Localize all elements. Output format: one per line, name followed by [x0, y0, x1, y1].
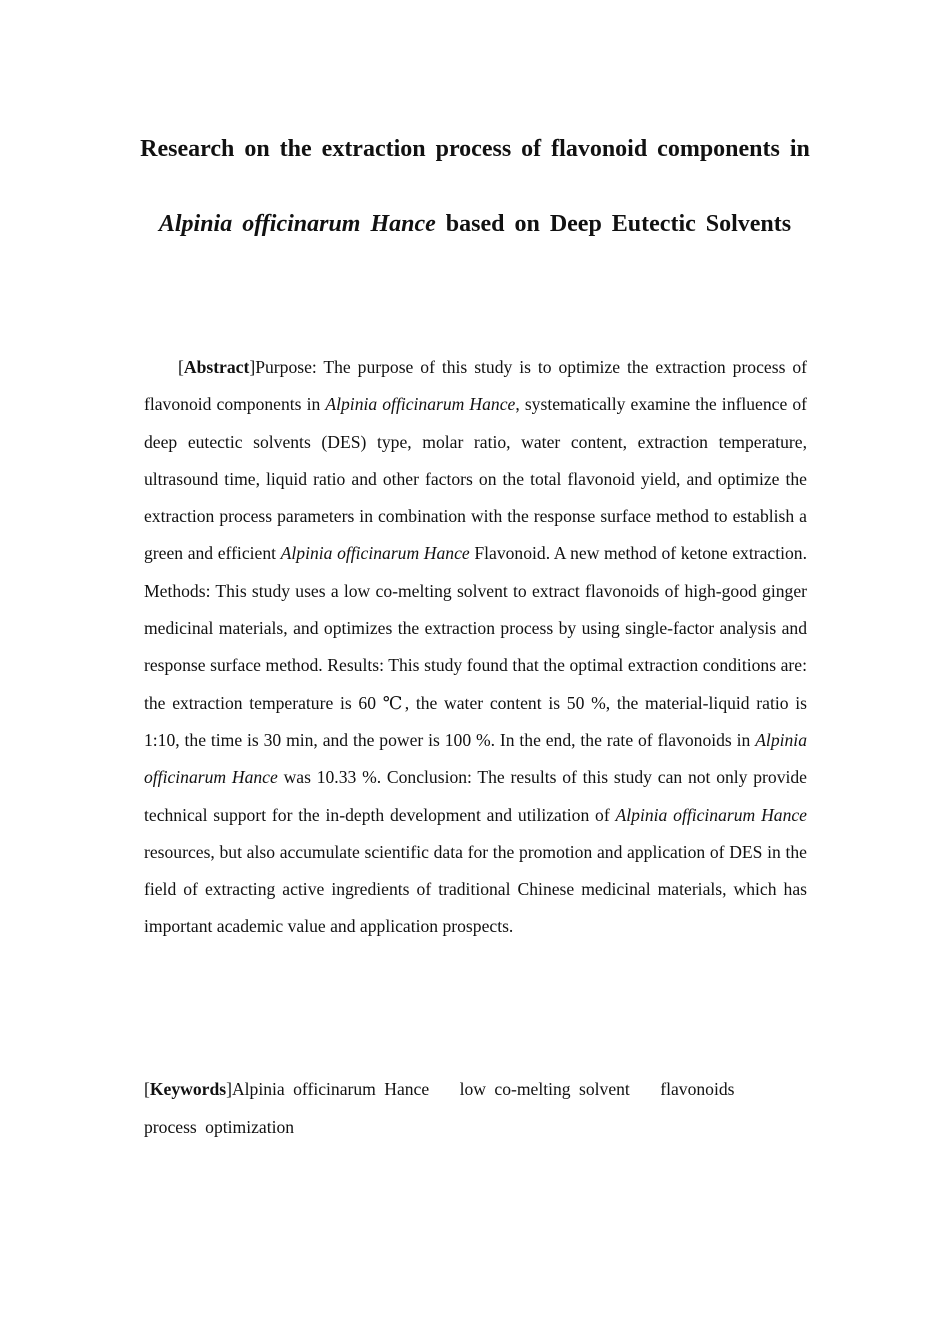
paper-title [120, 112, 830, 261]
abstract-text-3: Flavonoid. A new method of ketone extraction. Methods: This study uses a low co-melting solvent to extract flavonoids of high-good ginger medicinal materials, and optimizes the extraction process by using single-factor analysis and response surface method. Results: This study found that the optimal extraction conditions are: the extraction temperature is 60 ℃, the water content is 50 %, the material-liquid ratio is 1:10, the time is 30 min, and the power is 100 %. In the end, the rate of flavonoids in [144, 543, 807, 750]
keywords-paragraph: [Keywords]Alpinia officinarum Hance low co-melting solvent flavonoids process optimization [144, 1079, 735, 1137]
abstract-species-2: Alpinia officinarum Hance [280, 543, 470, 564]
keyword-item: Alpinia officinarum Hance [231, 1079, 430, 1099]
abstract-paragraph: [Abstract]Purpose: The purpose of this study is to optimize the extraction process of flavonoid components in Alpinia officinarum Hance, systematically examine the influence of deep eutectic solvents (DES) type, molar ratio, water content, extraction temperature, ultrasound time, liquid ratio and other factors on the total flavonoid yield, and optimize the extraction process parameters in combination with the response surface method to establish a green and efficient Alpinia officinarum Hance Flavonoid. A new method of ketone extraction. Methods: This study uses a low co-melting solvent to extract flavonoids of high-good ginger medicinal materials, and optimizes the extraction process by using single-factor analysis and response surface method. Results: This study found that the optimal extraction conditions are: the extraction temperature is 60 ℃, the water content is 50 %, the material-liquid ratio is 1:10, the time is 30 min, and the power is 100 %. In the end, the rate of flavonoids in Alpinia officinarum Hance was 10.33 %. Conclusion: The results of this study can not only provide technical support for the in-depth development and utilization of Alpinia officinarum Hance resources, but also accumulate scientific data for the promotion and application of DES in the field of extracting active ingredients of traditional Chinese medicinal materials, which has important academic value and application prospects. [144, 357, 807, 937]
abstract-species-4: Alpinia officinarum Hance [615, 804, 807, 825]
abstract-species-3: Alpinia officinarum Hance [144, 729, 807, 788]
abstract-text-4: was 10.33 %. Conclusion: The results of this study can not only provide technical support for the in-depth development and utilization of [144, 767, 807, 825]
title-species-name: Alpinia officinarum Hance [158, 210, 436, 237]
abstract-label: Abstract [183, 357, 250, 377]
abstract-text-2: , systematically examine the influence of deep eutectic solvents (DES) type, molar ratio, water content, extraction temperature, ultrasound time, liquid ratio and other factors on the total flavonoid yield, and optimize the extraction process parameters in combination with the response surface method to establish a green and efficient [144, 394, 807, 564]
keyword-item: flavonoids [660, 1079, 735, 1099]
keyword-item: low co-melting solvent [459, 1079, 630, 1099]
keyword-item: process optimization [144, 1117, 295, 1137]
abstract-text-5: resources, but also accumulate scientific data for the promotion and application of DES in the field of extracting active ingredients of traditional Chinese medicinal materials, which has important academic value and application prospects. [144, 841, 807, 937]
abstract-species-1: Alpinia officinarum Hance [325, 394, 516, 415]
abstract-text-1: Purpose: The purpose of this study is to optimize the extraction process of flavonoid components in [144, 357, 807, 415]
title-text-1: Research on the extraction process of flavonoid components in [140, 136, 810, 162]
keywords-label: Keywords [149, 1079, 227, 1099]
title-text-2: based on Deep Eutectic Solvents [435, 210, 792, 237]
